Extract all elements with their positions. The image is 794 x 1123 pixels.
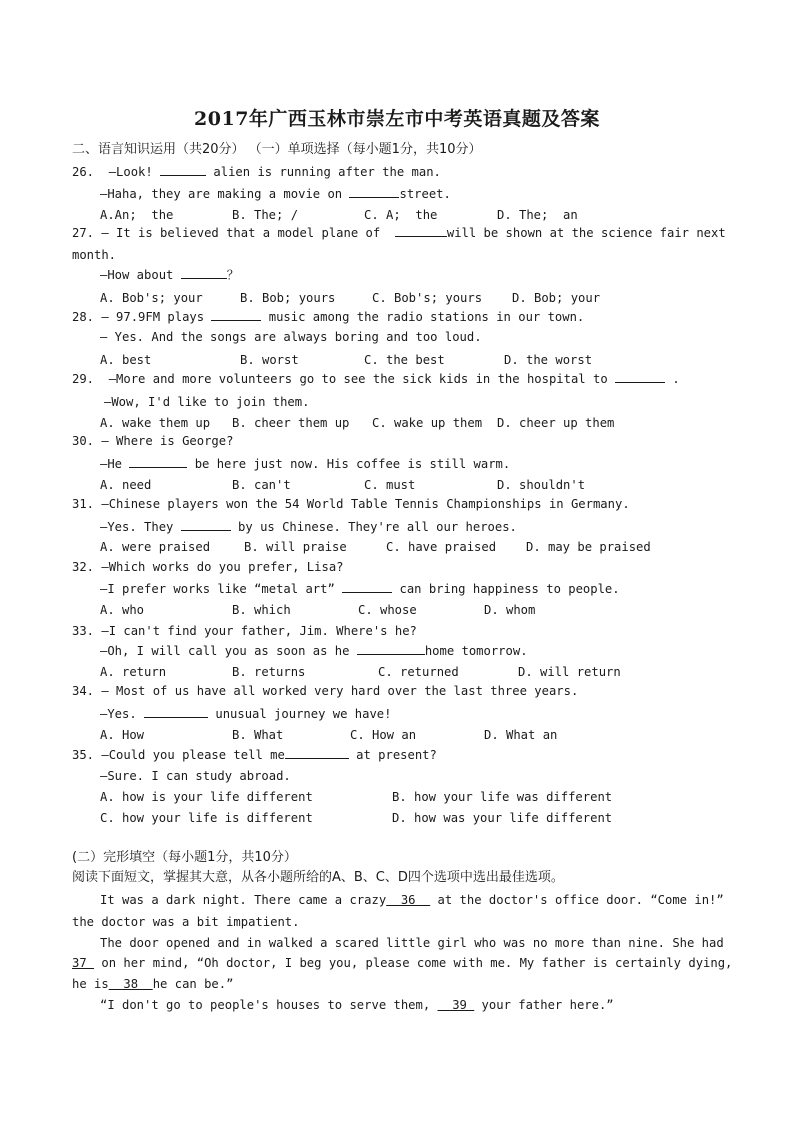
- question-27-reply: —How about ？: [100, 268, 239, 282]
- option-c: C. the best: [364, 353, 445, 367]
- question-number: 27.: [72, 226, 95, 240]
- option-d: D. how was your life different: [392, 811, 613, 825]
- question-28: 28. — 97.9FM plays music among the radio stations in our town.: [72, 310, 585, 324]
- option-a: A. who: [100, 603, 145, 617]
- section1-heading: 二、语言知识运用（共20分） （一）单项选择（每小题1分，共10分）: [72, 142, 482, 157]
- question-number: 26.: [72, 165, 95, 179]
- option-b: B. cheer them up: [232, 416, 350, 430]
- option-a: A. need: [100, 478, 152, 492]
- question-26-reply: —Haha, they are making a movie on street.: [100, 187, 451, 201]
- section2-heading: (二）完形填空（每小题1分，共10分）: [72, 850, 297, 865]
- option-c: C. returned: [378, 665, 459, 679]
- option-c: C. how your life is different: [100, 811, 313, 825]
- question-34-reply: —Yes. unusual journey we have!: [100, 707, 392, 721]
- question-27-cont: month.: [72, 248, 117, 262]
- passage-line: It was a dark night. There came a crazy 36 at the doctor's office door. “Come in!”: [100, 893, 724, 907]
- question-30-reply: —He be here just now. His coffee is still warm.: [100, 457, 511, 471]
- answer-blank: [160, 164, 206, 176]
- question-29: 29. —More and more volunteers go to see the sick kids in the hospital to .: [72, 372, 680, 386]
- question-number: 28.: [72, 310, 95, 324]
- answer-blank: [395, 225, 447, 237]
- passage-line: he is 38 he can be.”: [72, 977, 234, 991]
- question-number: 33.: [72, 624, 95, 638]
- question-34: 34. — Most of us have all worked very hard over the last three years.: [72, 684, 579, 698]
- option-d: D. the worst: [504, 353, 593, 367]
- cloze-blank-37: 37: [72, 956, 95, 970]
- option-c: C. Bob's; yours: [372, 291, 483, 305]
- option-c: C. must: [364, 478, 416, 492]
- question-number: 35.: [72, 748, 95, 762]
- question-number: 31.: [72, 497, 95, 511]
- option-b: B. Bob; yours: [240, 291, 336, 305]
- option-c: C. wake up them: [372, 416, 483, 430]
- option-a: A. How: [100, 728, 145, 742]
- option-b: B. What: [232, 728, 284, 742]
- answer-blank: [181, 519, 231, 531]
- question-30: 30. — Where is George?: [72, 434, 234, 448]
- answer-blank: [181, 267, 227, 279]
- option-d: D. What an: [484, 728, 558, 742]
- option-c: C. How an: [350, 728, 417, 742]
- option-d: D. whom: [484, 603, 536, 617]
- section2-instructions: 阅读下面短文，掌握其大意，从各小题所给的A、B、C、D四个选项中选出最佳选项。: [72, 870, 564, 885]
- question-27: 27. — It is believed that a model plane of will be shown at the science fair next: [72, 226, 726, 240]
- option-a: A. best: [100, 353, 152, 367]
- option-b: B. worst: [240, 353, 299, 367]
- cloze-blank-39: 39: [437, 998, 475, 1012]
- option-d: D. may be praised: [526, 540, 651, 554]
- cloze-blank-36: 36: [386, 893, 431, 907]
- question-28-reply: — Yes. And the songs are always boring and too loud.: [100, 330, 482, 344]
- question-35-reply: —Sure. I can study abroad.: [100, 769, 291, 783]
- option-a: A.An; the: [100, 208, 174, 222]
- cloze-blank-38: 38: [108, 977, 153, 991]
- option-b: B. which: [232, 603, 291, 617]
- question-33-reply: —Oh, I will call you as soon as he home tomorrow.: [100, 644, 528, 658]
- answer-blank: [211, 309, 261, 321]
- passage-line: the doctor was a bit impatient.: [72, 915, 300, 929]
- option-d: D. Bob; your: [512, 291, 601, 305]
- option-b: B. returns: [232, 665, 306, 679]
- answer-blank: [342, 581, 392, 593]
- question-33: 33. —I can't find your father, Jim. Where's he?: [72, 624, 417, 638]
- answer-blank: [357, 643, 425, 655]
- question-number: 34.: [72, 684, 95, 698]
- passage-line: “I don't go to people's houses to serve them, 39 your father here.”: [100, 998, 614, 1012]
- passage-line: The door opened and in walked a scared little girl who was no more than nine. She had: [100, 936, 724, 950]
- option-b: B. will praise: [244, 540, 347, 554]
- option-d: D. The; an: [497, 208, 578, 222]
- page-title: 2017年广西玉林市崇左市中考英语真题及答案: [194, 108, 600, 130]
- answer-blank: [349, 186, 399, 198]
- passage-line: 37 on her mind, “Oh doctor, I beg you, please come with me. My father is certainly dying,: [72, 956, 733, 970]
- option-a: A. wake them up: [100, 416, 211, 430]
- option-b: B. can't: [232, 478, 291, 492]
- option-a: A. Bob's; your: [100, 291, 203, 305]
- question-31: 31. —Chinese players won the 54 World Table Tennis Championships in Germany.: [72, 497, 630, 511]
- question-29-reply: —Wow, I'd like to join them.: [104, 395, 310, 409]
- answer-blank: [129, 456, 187, 468]
- question-number: 29.: [72, 372, 95, 386]
- option-a: A. return: [100, 665, 167, 679]
- answer-blank: [285, 747, 349, 759]
- question-number: 32.: [72, 560, 95, 574]
- option-b: B. The; /: [232, 208, 299, 222]
- option-d: D. cheer up them: [497, 416, 615, 430]
- option-c: C. whose: [358, 603, 417, 617]
- question-35: 35. —Could you please tell me at present?: [72, 748, 437, 762]
- option-d: D. will return: [518, 665, 621, 679]
- question-number: 30.: [72, 434, 95, 448]
- option-a: A. were praised: [100, 540, 211, 554]
- question-26: 26. —Look! alien is running after the man.: [72, 165, 441, 179]
- answer-blank: [615, 371, 665, 383]
- option-a: A. how is your life different: [100, 790, 313, 804]
- option-d: D. shouldn't: [497, 478, 586, 492]
- question-32-reply: —I prefer works like “metal art” can bring happiness to people.: [100, 582, 620, 596]
- answer-blank: [144, 706, 208, 718]
- option-c: C. have praised: [386, 540, 497, 554]
- question-31-reply: —Yes. They by us Chinese. They're all our heroes.: [100, 520, 517, 534]
- option-c: C. A; the: [364, 208, 438, 222]
- question-32: 32. —Which works do you prefer, Lisa?: [72, 560, 344, 574]
- option-b: B. how your life was different: [392, 790, 613, 804]
